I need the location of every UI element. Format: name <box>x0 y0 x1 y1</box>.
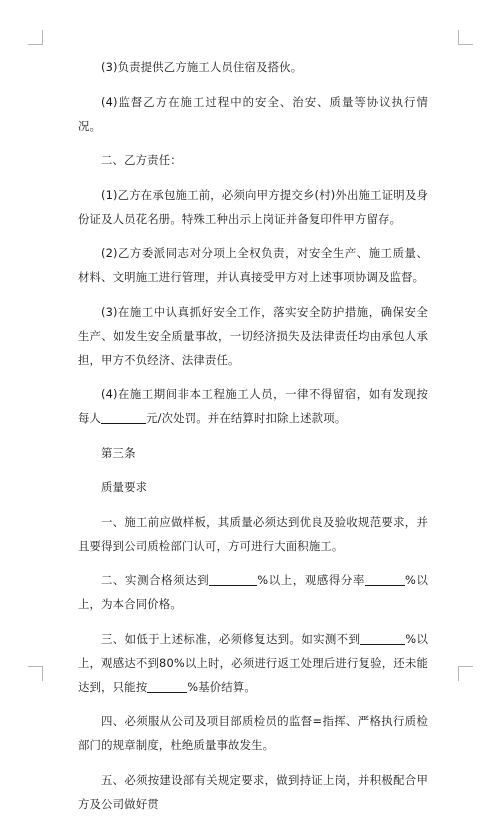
paragraph-quality-3 <box>78 627 428 699</box>
paragraph-party-b-duty-1: (1)乙方在承包施工前，必须向甲方提交乡(村)外出施工证明及身份证及人员花名册。特殊工种出示上岗证并备复印件甲方留存。 <box>78 187 428 226</box>
crop-mark-top-left <box>28 30 43 45</box>
fill-in-blank <box>209 572 257 586</box>
fill-in-blank <box>360 631 405 645</box>
paragraph-party-b-duty-2: (2)乙方委派同志对分项上全权负责，对安全生产、施工质量、材料、文明施工进行管理，并认真接受甲方对上述事项协调及监督。 <box>78 246 428 284</box>
text-segment: %以上，观感达不到80%以上时，必须进行返工处理后进行复验，还未能达到，只能按 <box>78 631 428 694</box>
heading-party-b-responsibilities: 二、乙方责任： <box>101 153 182 167</box>
fill-in-blank <box>101 410 146 424</box>
paragraph-party-a-duty-3: (3)负责提供乙方施工人员住宿及搭伙。 <box>101 60 303 74</box>
text-segment: %以上，观感得分率 <box>257 573 365 587</box>
text-segment: 二、实测合格须达到 <box>101 573 210 587</box>
crop-mark-top-right <box>458 30 473 45</box>
paragraph-party-b-duty-4 <box>78 382 428 430</box>
text-segment: %基价结算。 <box>187 679 256 694</box>
text-segment: 元/次处罚。并在结算时扣除上述款项。 <box>146 411 347 425</box>
heading-quality-requirements: 质量要求 <box>101 480 148 494</box>
text-segment: %以上，为本合同价格。 <box>78 573 428 611</box>
paragraph-party-b-duty-3: (3)在施工中认真抓好安全工作，落实安全防护措施，确保安全生产、如发生安全质量事故，一切经济损失及法律责任均由承包人承担，甲方不负经济、法律责任。 <box>78 304 428 367</box>
fill-in-blank <box>365 572 405 586</box>
heading-article-three: 第三条 <box>101 445 136 460</box>
text-segment: 三、如低于上述标准，必须修复达到。如实测不到 <box>101 631 361 646</box>
crop-mark-bottom-right <box>458 666 473 681</box>
document-body <box>78 55 428 826</box>
crop-mark-bottom-left <box>28 666 43 681</box>
paragraph-party-a-duty-4: (4)监督乙方在施工过程中的安全、治安、质量等协议执行情况。 <box>78 94 428 133</box>
paragraph-quality-4: 四、必须服从公司及项目部质检员的监督=指挥、严格执行质检部门的规章制度，杜绝质量事故发生。 <box>78 714 428 752</box>
paragraph-quality-2 <box>78 568 428 616</box>
paragraph-quality-5: 五、必须按建设部有关规定要求，做到持证上岗，并积极配合甲方及公司做好贯 <box>78 772 428 811</box>
text-segment: (4)在施工期间非本工程施工人员，一律不得留宿，如有发现按每人 <box>78 387 428 425</box>
fill-in-blank <box>147 679 187 693</box>
paragraph-quality-1: 一、施工前应做样板，其质量必须达到优良及验收规范要求，并且要得到公司质检部门认可，方可进行大面积施工。 <box>78 514 428 553</box>
